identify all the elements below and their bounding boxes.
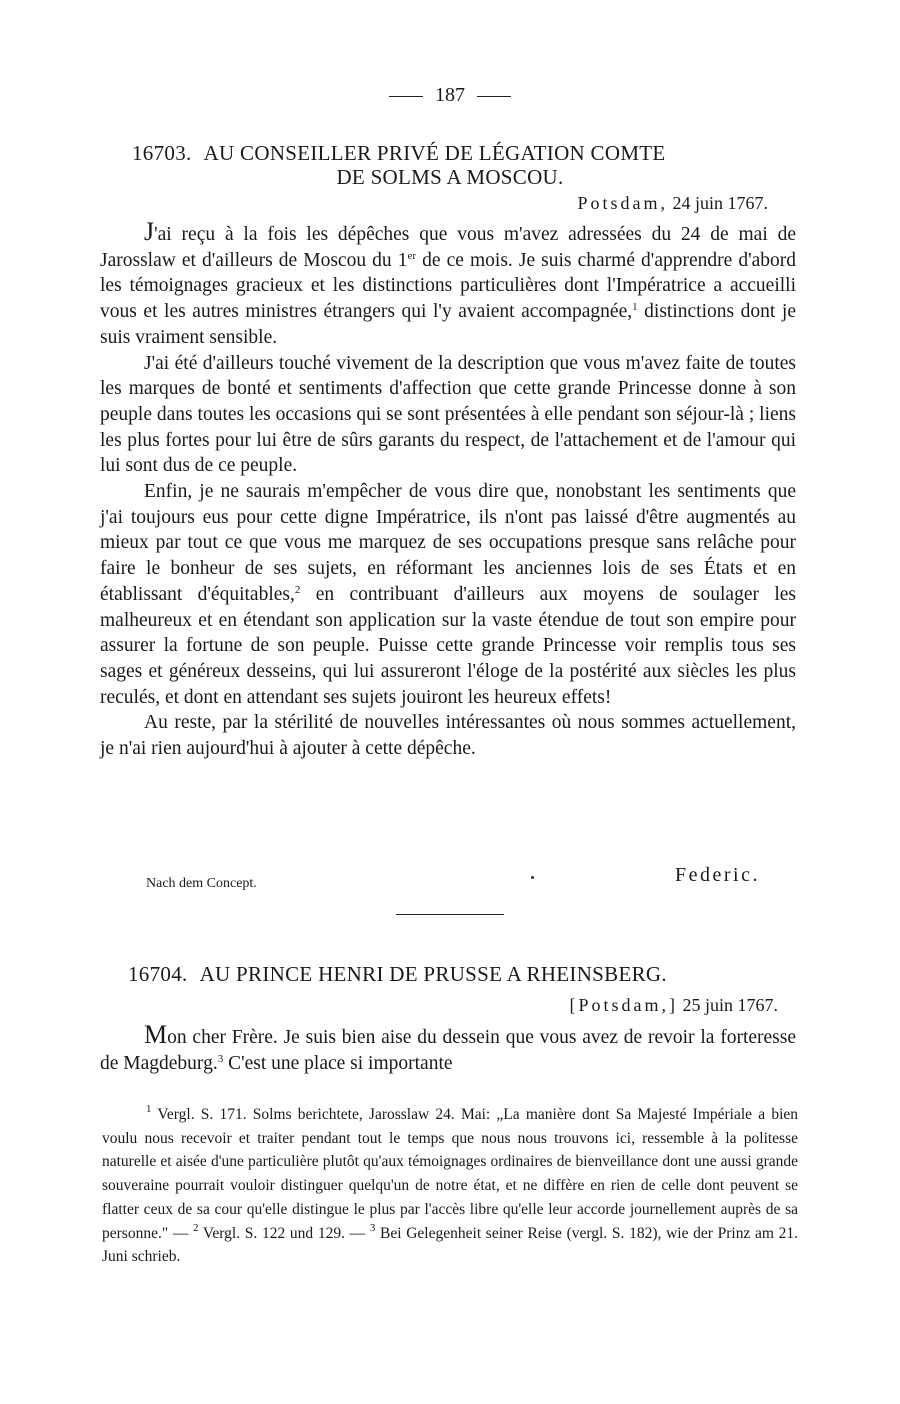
letter2-date: 25 juin 1767. — [682, 995, 778, 1015]
footnotes — [102, 1103, 798, 1269]
letter2-para1-text-b: C'est une place si importante — [223, 1052, 453, 1074]
header-dash-right — [477, 96, 511, 97]
footnote-3-text: Bei Gelegenheit seiner Reise (vergl. S. 182), wie der Prinz am 21. Juni schrieb. — [102, 1224, 799, 1266]
letter1-title-line2: DE SOLMS A MOSCOU. — [336, 165, 564, 189]
superscript-er: er — [407, 249, 417, 262]
letter2-place: [Potsdam,] — [569, 995, 678, 1015]
letter1-place: Potsdam, — [577, 193, 668, 213]
letter1-initial: J — [144, 217, 155, 246]
footnote-ref-2: 2 — [294, 583, 301, 596]
letter1-body — [100, 219, 796, 762]
stray-dot — [531, 876, 534, 879]
letter1-para1-text-b: de ce mois. Je suis charmé d'apprendre d'abord les témoignages gracieux et les distinctions particulières dont l'Impératrice a accueilli vous et les autres ministres étrangers qui l'y avaient accompagnée, — [100, 249, 797, 323]
letter2-paragraph-1 — [100, 1022, 796, 1076]
letter2-title — [128, 962, 828, 987]
letter1-date: 24 juin 1767. — [672, 193, 768, 213]
source-note: Nach dem Concept. — [146, 876, 257, 891]
letter1-paragraph-2: J'ai été d'ailleurs touché vivement de la description que vous m'avez faite de toutes les marques de bonté et sentiments d'affection que cette grande Princesse donne à son peuple dans toutes les occasions qui se sont présentées à elle pendant son séjour-là ; liens les plus fortes pour lui être de sûrs garants du respect, de l'attachement et de l'amour qui lui sont dus de ce peuple. — [100, 352, 796, 477]
footnote-mark-3: 3 — [369, 1221, 376, 1234]
letter1-place-date — [577, 193, 768, 214]
footnote-ref-1: 1 — [632, 301, 638, 314]
footnote-ref-3: 3 — [217, 1052, 224, 1065]
letter1-para1-text-a: 'ai reçu à la fois les dépêches que vous m'avez adressées du 24 de mai de Jarosslaw et d'ailleurs de Moscou du 1 — [100, 224, 796, 271]
page-header — [0, 84, 900, 107]
footnote-mark-1: 1 — [146, 1103, 152, 1115]
header-dash-left — [389, 96, 423, 97]
letter1-para3-text-b: en contribuant d'ailleurs aux moyens de soulager les malheureux et en étendant son application sur la vaste étendue de tout son empire pour assurer la fortune de son peuple. Puisse cette grande Princesse voir remplis tous ses sages et généreux desseins, qui lui assureront l'éloge de la postérité aux siècles les plus reculés, et dont en attendant ses sujets jouiront les heureux effets! — [100, 583, 796, 708]
signature: Federic. — [675, 864, 760, 886]
letter1-paragraph-1 — [100, 219, 796, 351]
letter2-number: 16704. — [128, 962, 188, 986]
footnote-2-text: Vergl. S. 122 und 129. — — [198, 1224, 370, 1242]
page-number: 187 — [435, 84, 465, 106]
letter1-para1-text-c: distinctions dont je suis vraiment sensible. — [100, 301, 796, 348]
letter1-number: 16703. — [132, 141, 192, 165]
letter2-place-date — [569, 995, 778, 1016]
letter1-title-line1 — [132, 141, 832, 166]
footnote-mark-2: 2 — [193, 1221, 199, 1234]
section-divider — [396, 914, 504, 915]
letter1-paragraph-3 — [100, 479, 796, 710]
letter1-para3-text-a: Enfin, je ne saurais m'empêcher de vous dire que, nonobstant les sentiments que j'ai toujours eus pour cette digne Impératrice, ils n'ont pas laissé d'être augmentés au mieux par tout ce que vous me marquez de ses occupations presque sans relâche pour faire le bonheur de ses sujets, en réformant les anciennes lois de ses États et en établissant d'équitables, — [100, 481, 796, 605]
letter1-paragraph-4: Au reste, par la stérilité de nouvelles intéressantes où nous sommes actuellement, je n'ai rien aujourd'hui à ajouter à cette dépêche. — [100, 712, 796, 760]
footnote-block — [102, 1103, 798, 1269]
letter2-para1-text-a: on cher Frère. Je suis bien aise du dessein que vous avez de revoir la forteresse de Magdeburg. — [100, 1027, 796, 1074]
letter2-body — [100, 1022, 796, 1076]
letter1-title-text: AU CONSEILLER PRIVÉ DE LÉGATION COMTE — [203, 141, 666, 165]
letter2-title-text: AU PRINCE HENRI DE PRUSSE A RHEINSBERG. — [199, 962, 667, 986]
footnote-1-text: Vergl. S. 171. Solms berichtete, Jarosslaw 24. Mai: „La manière dont Sa Majesté Impériale a bien voulu nous recevoir et traiter pendant tout le temps que nous nous trouvons ici, ressemble à la politesse naturelle et aisée d'une particulière plutôt qu'aux témoignages ordinaires de bienveillance dont une aussi grande souveraine pourrait vouloir distinguer quelqu'un de notre état, et ne diffère en rien de celle dont peuvent se flatter ceux de sa cour qu'elle distingue le plus par l'accès libre qu'elle leur accorde journellement auprès de sa personne." — — [102, 1106, 798, 1242]
letter2-initial: M — [144, 1020, 168, 1049]
